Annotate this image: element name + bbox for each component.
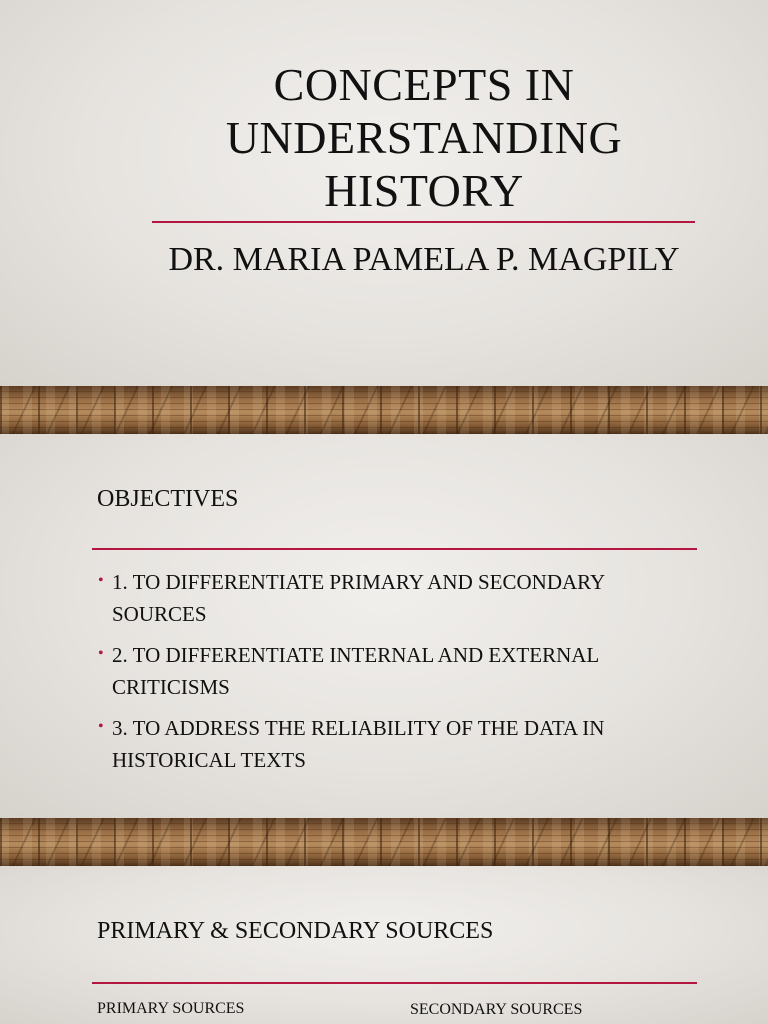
objectives-divider — [92, 548, 697, 550]
list-item — [98, 639, 678, 703]
wood-floor-divider-2 — [0, 818, 768, 866]
slide-objectives — [0, 434, 768, 818]
title-divider — [152, 221, 695, 223]
bullet-icon: • — [98, 645, 104, 662]
objectives-heading: OBJECTIVES — [97, 486, 239, 512]
bullet-icon: • — [98, 718, 104, 735]
primary-sources-label: PRIMARY SOURCES — [97, 1000, 245, 1017]
sources-divider — [92, 982, 697, 984]
objectives-list — [98, 566, 678, 785]
objective-text: 2. TO DIFFERENTIATE INTERNAL AND EXTERNAL CRITICISMS — [112, 643, 599, 699]
list-item — [98, 712, 678, 776]
wood-floor-divider-1 — [0, 386, 768, 434]
sources-heading: PRIMARY & SECONDARY SOURCES — [97, 918, 494, 944]
bullet-icon: • — [98, 572, 104, 589]
list-item — [98, 566, 678, 630]
title-line-1: CONCEPTS IN — [273, 59, 575, 110]
secondary-sources-label: SECONDARY SOURCES — [410, 1001, 583, 1018]
slide-sources — [0, 866, 768, 1024]
title-line-3: HISTORY — [324, 165, 524, 216]
slide-title — [0, 0, 768, 386]
objective-text: 3. TO ADDRESS THE RELIABILITY OF THE DATA IN HISTORICAL TEXTS — [112, 716, 605, 772]
objective-text: 1. TO DIFFERENTIATE PRIMARY AND SECONDARY SOURCES — [112, 570, 605, 626]
author-name: DR. MARIA PAMELA P. MAGPILY — [168, 241, 680, 278]
slide-title-heading — [100, 58, 748, 217]
title-line-2: UNDERSTANDING — [225, 112, 623, 163]
